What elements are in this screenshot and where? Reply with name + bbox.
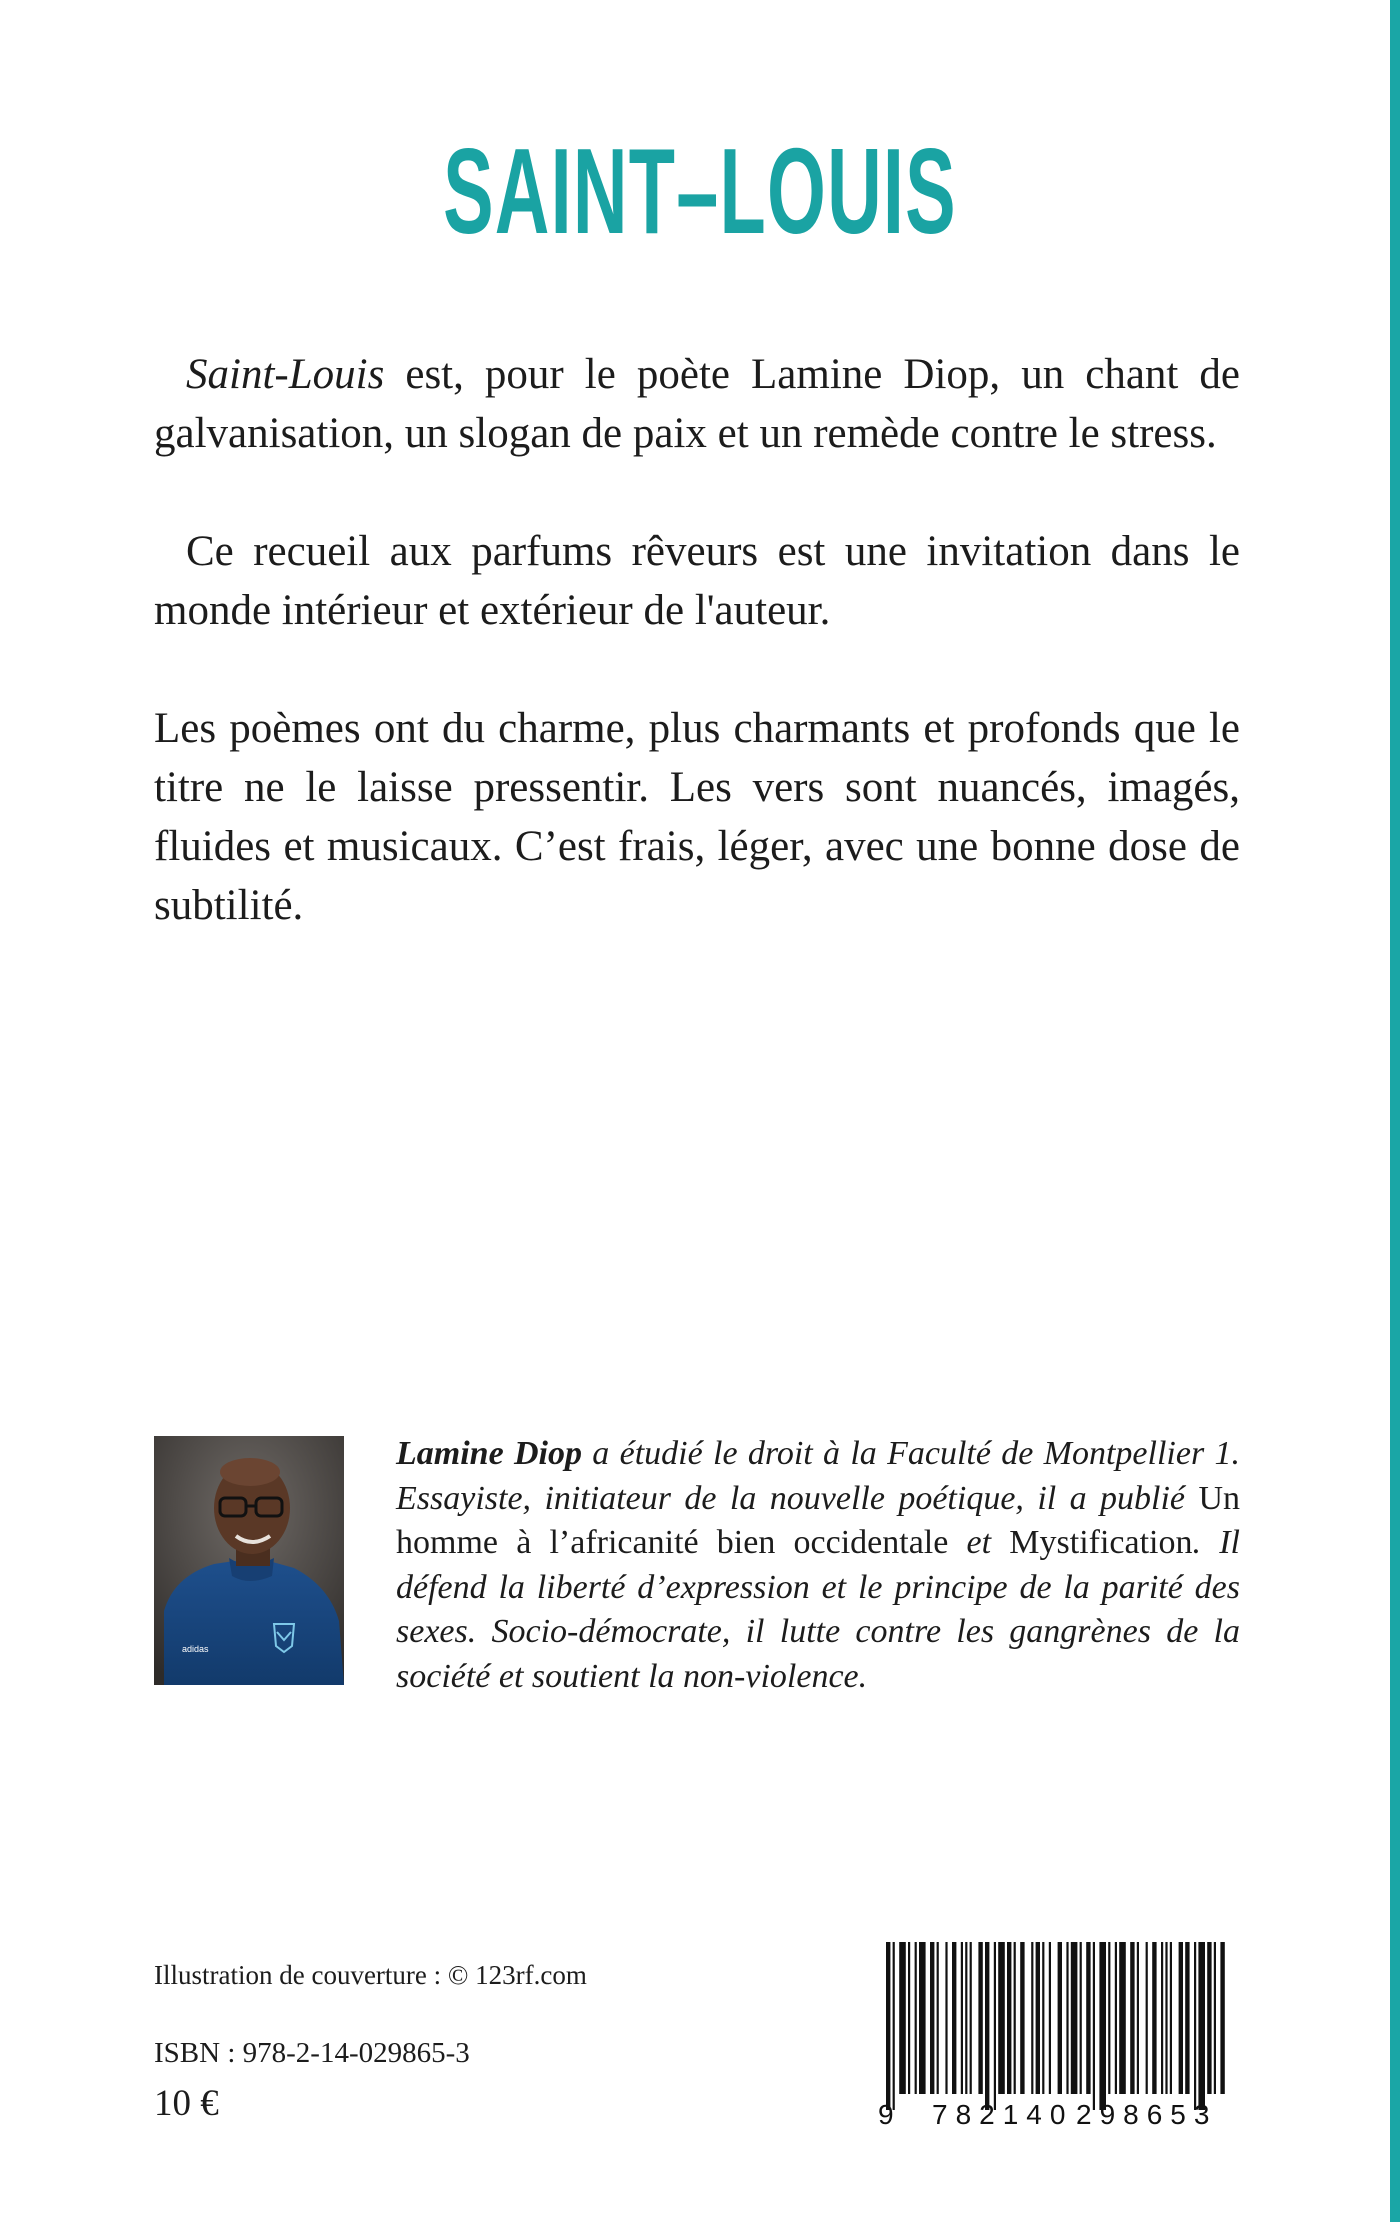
blurb-paragraph-1: [154, 345, 1240, 463]
barcode-bar: [1042, 1942, 1044, 2094]
barcode-bar: [1137, 1942, 1139, 2094]
price: 10 €: [154, 2083, 219, 2124]
barcode-bar: [1220, 1942, 1224, 2094]
barcode-bar: [1165, 1942, 1167, 2094]
blurb-title-italic: Saint-Louis: [186, 351, 385, 398]
barcode-bar: [1058, 1942, 1062, 2094]
cover-illustration-credit: Illustration de couverture : © 123rf.com: [154, 1960, 587, 1990]
author-name: Lamine Diop: [396, 1435, 582, 1472]
barcode-bar: [985, 1942, 989, 2110]
barcode-bar: [1146, 1942, 1148, 2094]
barcode-bar: [998, 1942, 1005, 2094]
barcode-bar: [1099, 1942, 1106, 2110]
blurb-paragraph-2: Ce recueil aux parfums rêveurs est une invitation dans le monde intérieur et extérieur de l'auteur.: [154, 528, 1240, 634]
barcode-bar: [1036, 1942, 1040, 2094]
barcode-bar: [1170, 1942, 1172, 2094]
barcode-bar: [930, 1942, 934, 2094]
barcode-bar: [937, 1942, 939, 2094]
barcode-bar: [978, 1942, 982, 2094]
barcode-bar: [1152, 1942, 1156, 2094]
author-book-1: Un homme à l’africanité bien occidentale: [396, 1479, 1240, 1561]
book-title: SAINT–LOUIS: [443, 123, 957, 259]
barcode-bar: [899, 1942, 906, 2094]
barcode-left-digits: 782140: [932, 2099, 1074, 2130]
barcode-bar: [1066, 1942, 1068, 2094]
barcode-bar: [1071, 1942, 1078, 2094]
author-book-2: Mystification: [1009, 1524, 1193, 1561]
author-bio-paragraph: [396, 1432, 1240, 1699]
isbn-number: ISBN : 978-2-14-029865-3: [154, 2037, 470, 2069]
barcode-lead-digit: 9: [878, 2099, 894, 2130]
barcode-bar: [1194, 1942, 1196, 2110]
barcode-bar: [1207, 1942, 1211, 2094]
barcode-bar: [961, 1942, 963, 2094]
shirt-brand-text: adidas: [182, 1644, 209, 1654]
barcode-bar: [1014, 1942, 1016, 2094]
barcode-bar: [1115, 1942, 1117, 2094]
blurb-paragraph-1-text: est, pour le poète Lamine Diop, un chant de galvanisation, un slogan de paix et un remède contre le stress.: [154, 351, 1240, 457]
barcode-bar: [1179, 1942, 1183, 2094]
barcode-bar: [952, 1942, 956, 2094]
barcode-bar: [970, 1942, 972, 2094]
barcode-bar: [965, 1942, 967, 2094]
spine-color-edge: [1390, 0, 1400, 2222]
barcode-bar: [886, 1942, 890, 2110]
barcode-bar: [1093, 1942, 1095, 2110]
author-portrait-icon: [154, 1436, 344, 1685]
back-cover-blurb: [154, 345, 1240, 935]
barcode-bar: [915, 1942, 917, 2094]
barcode-bar: [1108, 1942, 1110, 2094]
barcode-bar: [994, 1942, 996, 2110]
barcode-bar: [1086, 1942, 1090, 2094]
barcode-bar: [1198, 1942, 1205, 2110]
author-bio: [396, 1432, 1240, 1699]
author-photo: [154, 1436, 344, 1685]
barcode-bar: [1214, 1942, 1216, 2094]
author-bio-text-2: . Il défend la liberté d’expression et le principe de la parité des sexes. Socio-démocrate, il lutte contre les gangrènes de la société et soutient la non-violence.: [396, 1524, 1240, 1695]
barcode-bar: [1161, 1942, 1163, 2094]
barcode-bar: [893, 1942, 895, 2110]
barcode-bar: [1119, 1942, 1126, 2094]
blurb-paragraph-3: Les poèmes ont du charme, plus charmants et profonds que le titre ne le laisse pressentir. Les vers sont nuancés, imagés, fluides et musicaux. C’est frais, léger, avec une bonne dose de subtilité.: [154, 705, 1240, 929]
barcode-bar: [1080, 1942, 1082, 2094]
barcode-bar: [908, 1942, 910, 2094]
barcode-bar: [1020, 1942, 1024, 2094]
barcode-bar: [919, 1942, 926, 2094]
barcode-bar: [1185, 1942, 1189, 2094]
barcode: [868, 1940, 1238, 2130]
barcode-bar: [1049, 1942, 1051, 2094]
author-bio-text-1: a étudié le droit à la Faculté de Montpellier 1. Essayiste, initiateur de la nouvelle poétique, il a publié: [396, 1435, 1240, 1517]
author-bio-conjunction: et: [948, 1524, 1010, 1561]
barcode-bar: [945, 1942, 947, 2094]
barcode-right-digits: 298653: [1076, 2099, 1218, 2130]
barcode-bar: [1130, 1942, 1134, 2094]
barcode-bar: [1031, 1942, 1033, 2094]
barcode-bar: [1007, 1942, 1011, 2094]
